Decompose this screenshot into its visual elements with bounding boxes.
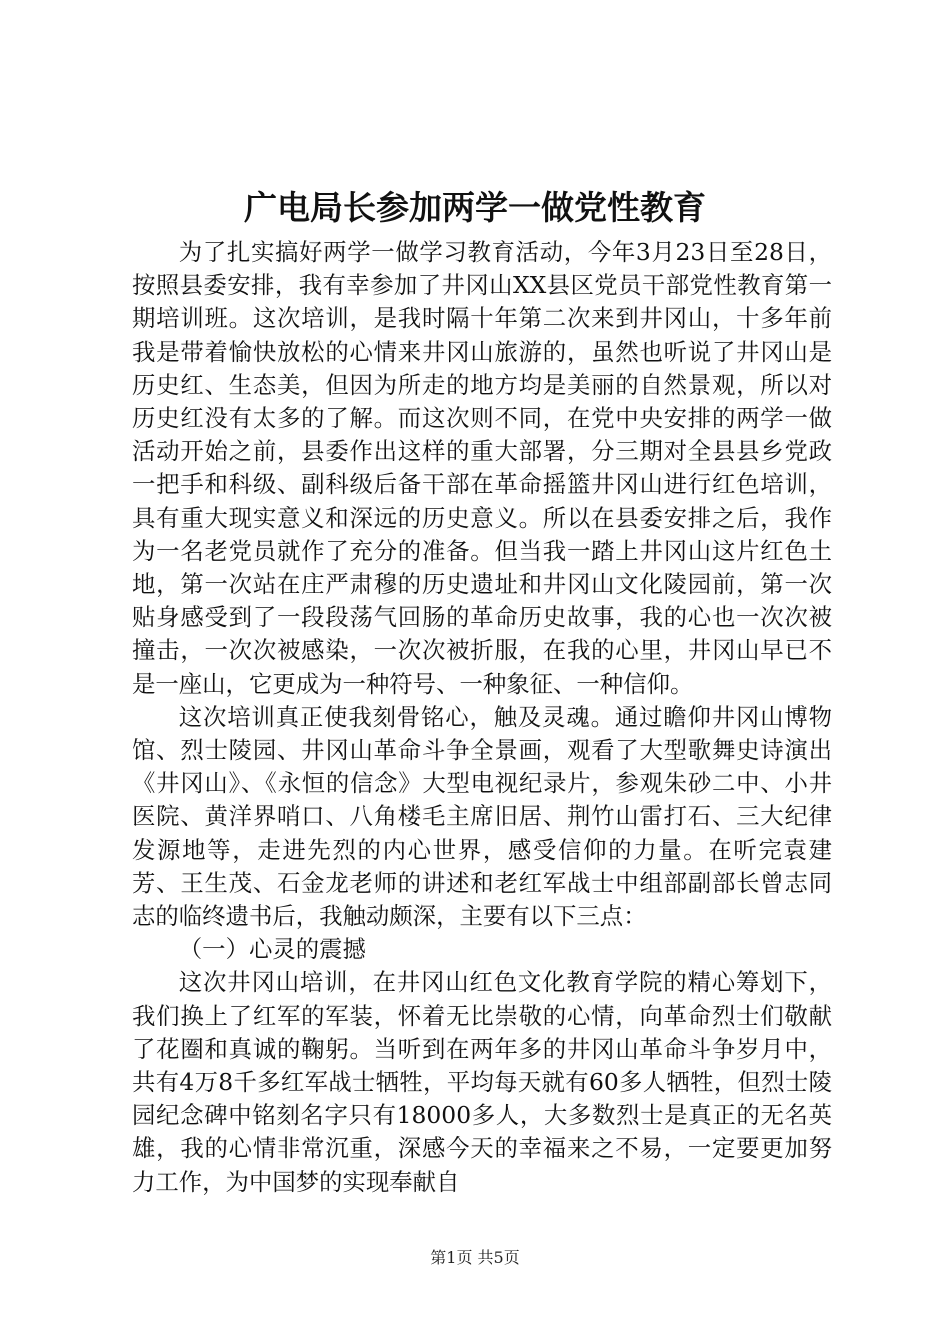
paragraph-3: 这次井冈山培训，在井冈山红色文化教育学院的精心筹划下，我们换上了红军的军装，怀着无比崇敬的心情，向革命烈士们敬献了花圈和真诚的鞠躬。当听到在两年多的井冈山革命斗争岁月中，共有4万8千多红军战士牺牲，平均每天就有60多人牺牲，但烈士陵园纪念碑中铭刻名字只有18000多人，大多数烈士是真正的无名英雄，我的心情非常沉重，深感今天的幸福来之不易，一定要更加努力工作，为中国梦的实现奉献自 [132,968,832,1196]
document-body [132,236,832,1199]
paragraph-2: 这次培训真正使我刻骨铭心，触及灵魂。通过瞻仰井冈山博物馆、烈士陵园、井冈山革命斗争全景画，观看了大型歌舞史诗演出《井冈山》、《永恒的信念》大型电视纪录片，参观朱砂二中、小井医院、黄洋界哨口、八角楼毛主席旧居、荆竹山雷打石、三大纪律发源地等，走进先烈的内心世界，感受信仰的力量。在听完袁建芳、王生茂、石金龙老师的讲述和老红军战士中组部副部长曾志同志的临终遗书后，我触动颇深，主要有以下三点： [132,702,832,931]
section-heading: （一）心灵的震撼 [178,935,366,964]
paragraph-1: 为了扎实搞好两学一做学习教育活动，今年3月23日至28日，按照县委安排，我有幸参加了井冈山XX县区党员干部党性教育第一期培训班。这次培训，是我时隔十年第二次来到井冈山，十多年前我是带着愉快放松的心情来井冈山旅游的，虽然也听说了井冈山是历史红、生态美，但因为所走的地方均是美丽的自然景观，所以对历史红没有太多的了解。而这次则不同，在党中央安排的两学一做活动开始之前，县委作出这样的重大部署，分三期对全县县乡党政一把手和科级、副科级后备干部在革命摇篮井冈山进行红色培训，具有重大现实意义和深远的历史意义。所以在县委安排之后，我作为一名老党员就作了充分的准备。但当我一踏上井冈山这片红色土地，第一次站在庄严肃穆的历史遗址和井冈山文化陵园前，第一次贴身感受到了一段段荡气回肠的革命历史故事，我的心也一次次被撞击，一次次被感染，一次次被折服，在我的心里，井冈山早已不是一座山，它更成为一种符号、一种象征、一种信仰。 [132,238,832,698]
document-title: 广电局长参加两学一做党性教育 [244,188,706,227]
page-number-footer: 第1页 共5页 [430,1248,520,1267]
